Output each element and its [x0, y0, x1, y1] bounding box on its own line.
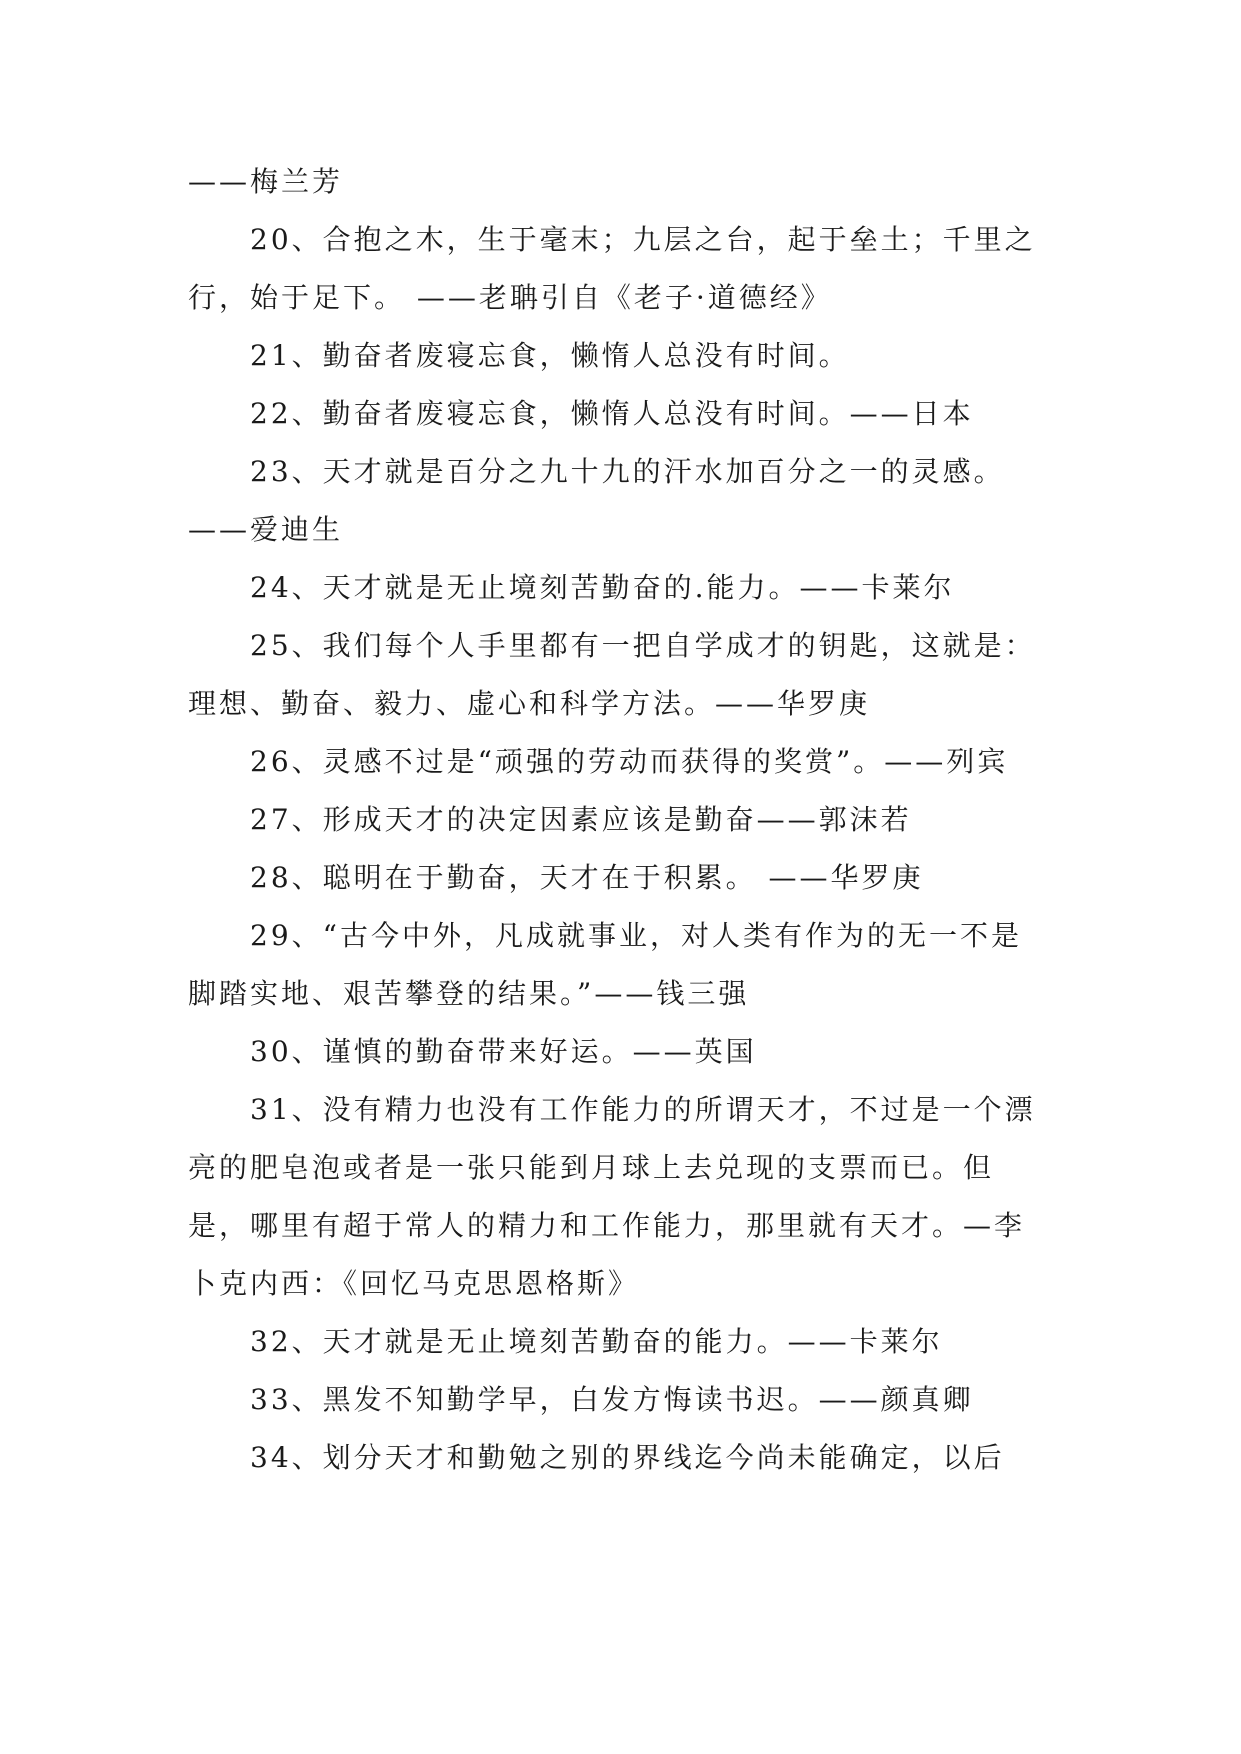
paragraph-27: 27、形成天才的决定因素应该是勤奋——郭沫若: [250, 803, 912, 836]
paragraph-32: 32、天才就是无止境刻苦勤奋的能力。——卡莱尔: [250, 1325, 943, 1358]
paragraph-29: 29、“古今中外，凡成就事业，对人类有作为的无一不是脚踏实地、艰苦攀登的结果。”——钱三强: [188, 919, 1022, 1010]
paragraph-31: 31、没有精力也没有工作能力的所谓天才，不过是一个漂亮的肥皂泡或者是一张只能到月球上去兑现的支票而已。但是，哪里有超于常人的精力和工作能力，那里就有天才。—李卜克内西：《回忆马克思恩格斯》: [188, 1093, 1036, 1300]
document-body: [188, 153, 1048, 1487]
paragraph-meilanfang: ——梅兰芳: [188, 165, 344, 198]
paragraph-25: 25、我们每个人手里都有一把自学成才的钥匙，这就是：理想、勤奋、毅力、虚心和科学方法。——华罗庚: [188, 629, 1036, 720]
paragraph-30: 30、谨慎的勤奋带来好运。——英国: [250, 1035, 757, 1068]
paragraph-21: 21、勤奋者废寝忘食，懒惰人总没有时间。: [250, 339, 850, 372]
paragraph-22: 22、勤奋者废寝忘食，懒惰人总没有时间。——日本: [250, 397, 974, 430]
paragraph-20: 20、合抱之木，生于毫末；九层之台，起于垒土；千里之行，始于足下。 ——老聃引自《老子·道德经》: [188, 223, 1036, 314]
paragraph-33: 33、黑发不知勤学早，白发方悔读书迟。——颜真卿: [250, 1383, 974, 1416]
paragraph-23: 23、天才就是百分之九十九的汗水加百分之一的灵感。——爱迪生: [188, 455, 1005, 546]
paragraph-34: 34、划分天才和勤勉之别的界线迄今尚未能确定，以后: [250, 1441, 1005, 1474]
paragraph-24: 24、天才就是无止境刻苦勤奋的.能力。——卡莱尔: [250, 571, 955, 604]
paragraph-28: 28、聪明在于勤奋，天才在于积累。 ——华罗庚: [250, 861, 924, 894]
paragraph-26: 26、灵感不过是“顽强的劳动而获得的奖赏”。——列宾: [250, 745, 1009, 778]
